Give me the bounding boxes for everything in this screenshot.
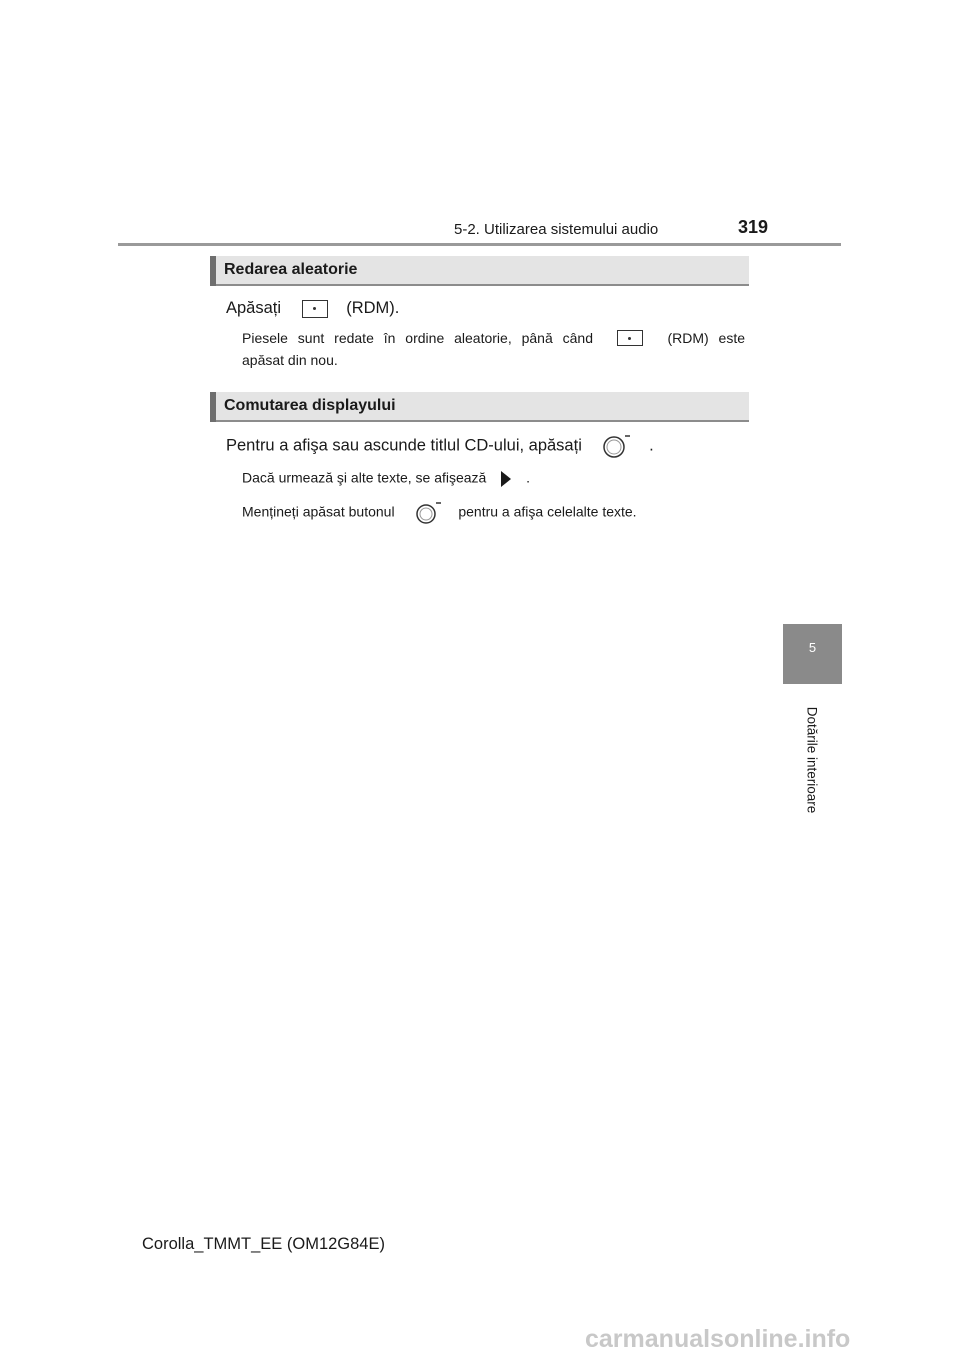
watermark: carmanualsonline.info [585, 1325, 851, 1353]
instruction-text: Apăsați [226, 299, 282, 317]
note-text: Dacă urmează şi alte texte, se afişează [242, 469, 487, 486]
note-more-text [242, 468, 530, 490]
instruction-display-toggle [226, 432, 654, 460]
section-accent [210, 256, 216, 286]
note-text: pentru a afişa celelalte texte. [458, 503, 637, 520]
note-text: Piesele sunt redate în ordine aleatorie, până când [242, 330, 593, 346]
rdm-button-icon [302, 300, 328, 318]
note-text: . [526, 469, 531, 486]
page-number: 319 [738, 217, 769, 237]
text-knob-icon [596, 432, 636, 460]
chapter-label: Dotările interioare [804, 706, 820, 814]
instruction-random-play [226, 299, 399, 318]
text-knob-icon [408, 500, 448, 526]
note-hold-button [242, 500, 637, 526]
section-title: Comutarea displayului [224, 397, 396, 414]
rdm-button-icon [617, 330, 643, 346]
header-divider [118, 243, 841, 246]
instruction-text: (RDM). [346, 299, 400, 317]
note-text: (RDM) este [667, 330, 745, 346]
next-arrow-icon [496, 468, 516, 490]
note-text: apăsat din nou. [242, 352, 338, 368]
document-id: Corolla_TMMT_EE (OM12G84E) [142, 1235, 385, 1253]
chapter-number: 5 [808, 640, 817, 655]
note-random-play [242, 327, 745, 371]
section-header-display-toggle [210, 392, 749, 422]
instruction-text: . [649, 436, 654, 455]
instruction-text: Pentru a afişa sau ascunde titlul CD-ului, apăsați [226, 436, 582, 455]
section-header-random-play [210, 256, 749, 286]
section-title: Redarea aleatorie [224, 261, 358, 278]
note-text: Mențineți apăsat butonul [242, 503, 395, 520]
section-accent [210, 392, 216, 422]
header-section-title: 5-2. Utilizarea sistemului audio [454, 221, 659, 238]
